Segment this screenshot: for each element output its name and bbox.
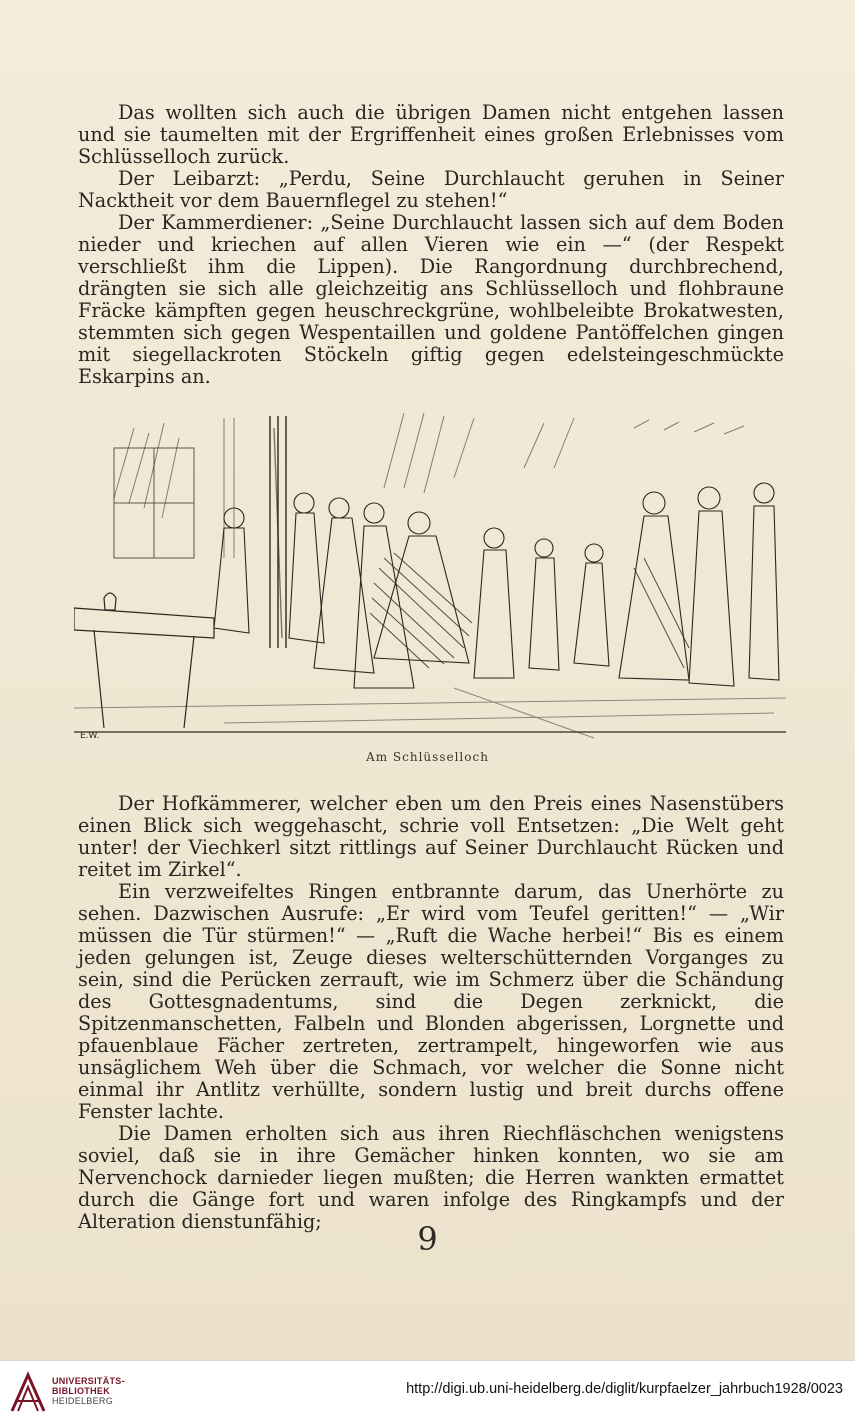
paragraph: Die Damen erholten sich aus ihren Riechfläschchen wenigstens soviel, daß sie in ihre Gemächer hinken konnten, wo sie am Nervenchock darnieder liegen mußten; die Herren wankten ermattet durch die Gänge fort und waren infolge des Ringkampfs und der Alteration dienstunfähig; <box>78 1122 784 1233</box>
source-url-link[interactable]: http://digi.ub.uni-heidelberg.de/diglit/kurpfaelzer_jahrbuch1928/0023 <box>406 1381 843 1397</box>
library-name <box>52 1376 125 1406</box>
crowd-figures <box>214 483 779 688</box>
paragraph: Ein verzweifeltes Ringen entbrannte darum, das Unerhörte zu sehen. Dazwischen Ausrufe: „Er wird vom Teufel geritten!“ — „Wir müssen die Tür stürmen!“ — „Ruft die Wache herbei!“ Bis es einem jeden gelungen ist, Zeuge dieses welterschütternden Vorganges zu sein, sind die Perücken zerrauft, wie im Schmerz über die Schändung des Gottesgnadentums, sind die Degen zerknickt, die Spitzenmanschetten, Falbeln und Blonden abgerissen, Lorgnette und pfauenblaue Fächer zertreten, zertrampelt, hingeworfen wie aus unsäglichem Weh über die Schmach, vor welcher die Sonne nicht einmal ihr Antlitz verhüllte, sondern lustig und breit durchs offene Fenster lachte. <box>78 880 784 1123</box>
paragraph: Das wollten sich auch die übrigen Damen nicht entgehen lassen und sie taumelten mit der Ergriffenheit eines großen Erlebnisses vom Schlüsselloch zurück. <box>78 101 784 168</box>
library-name-line: BIBLIOTHEK <box>52 1386 110 1396</box>
library-name-line: HEIDELBERG <box>52 1396 114 1406</box>
floor-lines <box>74 688 786 738</box>
paragraph: Der Kammerdiener: „Seine Durchlaucht lassen sich auf dem Boden nieder und kriechen auf allen Vieren wie ein —“ (der Respekt verschließt ihm die Lippen). Die Rangordnung durchbrechend, drängten sie sich alle gleichzeitig ans Schlüsselloch und flohbraune Fräcke kämpften gegen heuschreckgrüne, wohlbeleibte Brokatwesten, stemmten sich gegen Wespentaillen und goldene Pantöffelchen gingen mit siegellackroten Stöckeln giftig gegen edelsteingeschmückte Eskarpins an. <box>78 211 784 388</box>
text-block-top <box>78 102 784 388</box>
cloak-hatching <box>370 553 689 668</box>
paragraph: Der Leibarzt: „Perdu, Seine Durchlaucht geruhen in Seiner Nacktheit vor dem Bauernflegel zu stehen!“ <box>78 167 784 212</box>
digitization-footer <box>0 1360 855 1424</box>
illustration-caption: Am Schlüsselloch <box>366 750 489 764</box>
illustration-am-schluesselloch <box>74 408 786 743</box>
library-name-line: UNIVERSITÄTS- <box>52 1376 125 1386</box>
door-pillar <box>270 416 286 648</box>
library-logo-icon <box>8 1371 48 1415</box>
text-block-bottom <box>78 793 784 1233</box>
paragraph: Der Hofkämmerer, welcher eben um den Preis eines Nasenstübers einen Blick sich weggehascht, schrie voll Entsetzen: „Die Welt geht unter! der Viechkerl sitzt rittlings auf Seiner Durchlaucht Rücken und reitet im Zirkel“. <box>78 792 784 881</box>
window-frame <box>114 448 194 558</box>
illustrator-signature: E.W. <box>80 731 100 741</box>
page-number: 9 <box>417 1220 438 1258</box>
